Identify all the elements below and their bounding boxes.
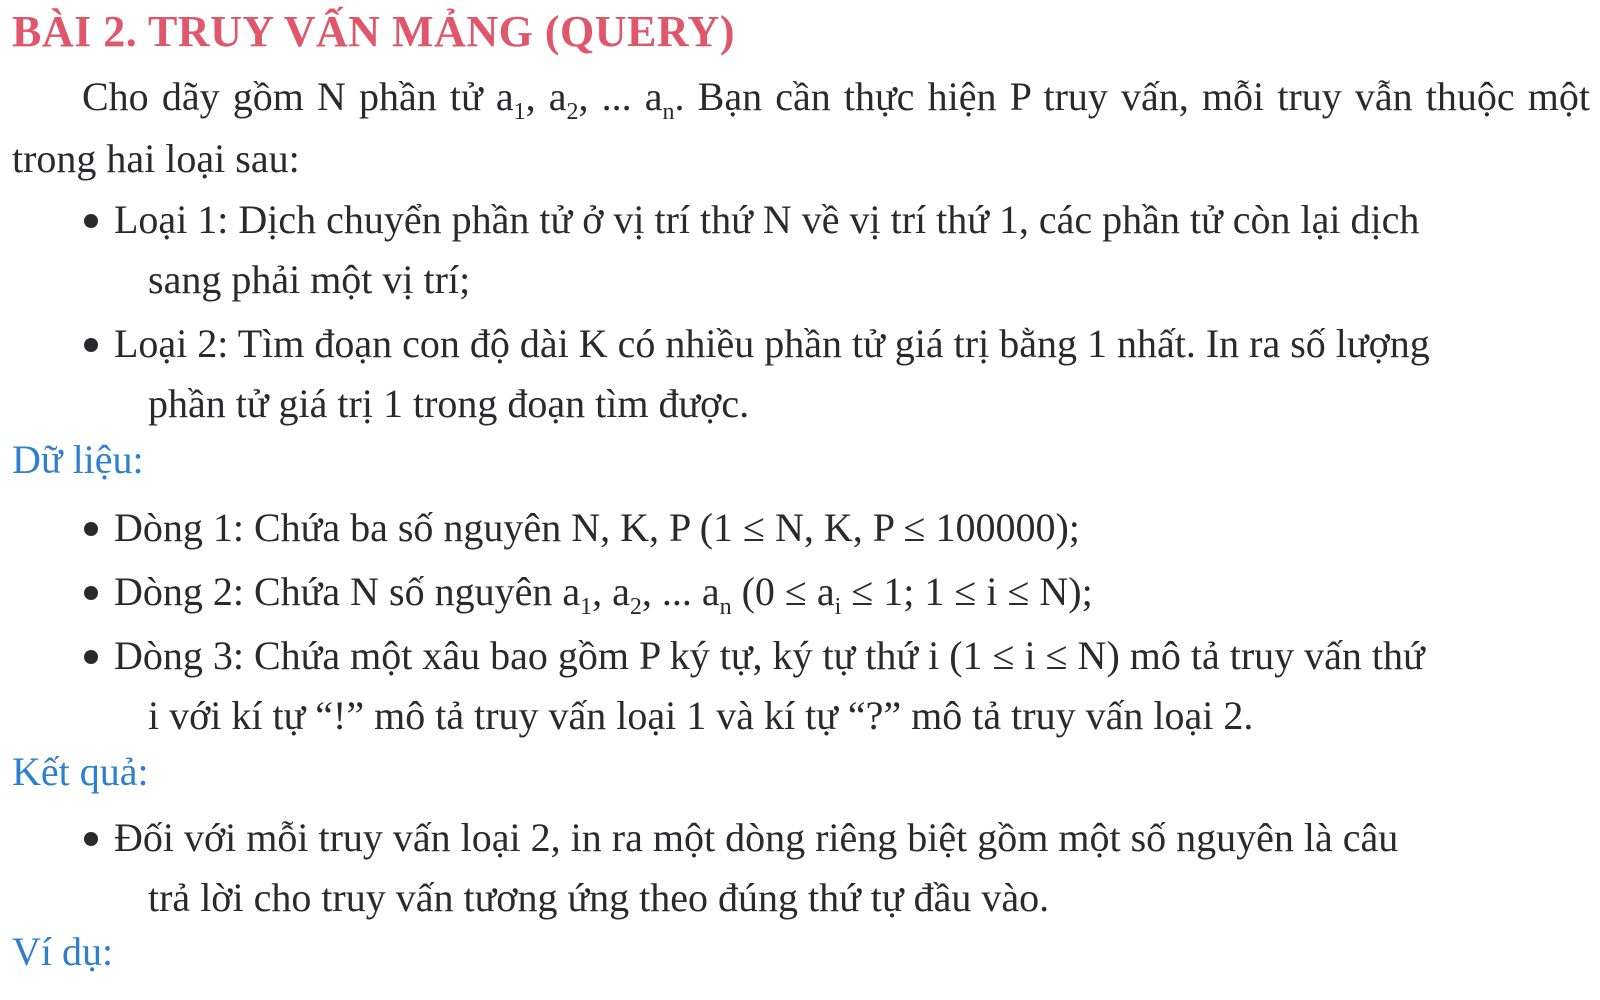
input-line-2-text-e: ≤ 1; 1 ≤ i ≤ N); bbox=[841, 569, 1093, 614]
query-types-list bbox=[0, 190, 1600, 438]
bullet-icon bbox=[84, 586, 98, 600]
input-line-2-sub-1: 1 bbox=[580, 594, 593, 620]
intro-text-1: Cho dãy gồm N phần tử a bbox=[82, 74, 514, 119]
list-item-text bbox=[114, 626, 1590, 746]
intro-text-3: , ... a bbox=[578, 74, 663, 119]
intro-text-4: . Bạn cần thực hiện P truy vấn, mỗi truy vẫn thuộc một trong hai loại sau: bbox=[12, 74, 1591, 181]
list-item-text bbox=[114, 190, 1590, 310]
output-line-1: Đối với mỗi truy vấn loại 2, in ra một dòng riêng biệt gồm một số nguyên là câu bbox=[114, 815, 1399, 860]
list-item bbox=[0, 626, 1600, 746]
bullet-icon bbox=[84, 832, 98, 846]
input-line-2-text-d: (0 ≤ a bbox=[731, 569, 835, 614]
intro-text-2: , a bbox=[525, 74, 567, 119]
input-line-2-sub-n: n bbox=[719, 594, 732, 620]
input-line-2-sub-i: i bbox=[834, 594, 842, 620]
problem-intro bbox=[12, 66, 1590, 190]
input-line-2-text-a: Dòng 2: Chứa N số nguyên a bbox=[114, 569, 581, 614]
bullet-icon bbox=[84, 650, 98, 664]
input-heading: Dữ liệu: bbox=[12, 437, 144, 482]
list-item-text bbox=[114, 808, 1590, 928]
output-list bbox=[0, 808, 1600, 932]
list-item bbox=[0, 562, 1600, 622]
input-line-3-b: i với kí tự “!” mô tả truy vấn loại 1 và kí tự “?” mô tả truy vấn loại 2. bbox=[148, 693, 1254, 738]
type-2-line-1: Loại 2: Tìm đoạn con độ dài K có nhiều phần tử giá trị bằng 1 nhất. In ra số lượng bbox=[114, 321, 1430, 366]
bullet-icon bbox=[84, 522, 98, 536]
type-1-line-2: sang phải một vị trí; bbox=[148, 257, 471, 302]
example-heading: Ví dụ: bbox=[12, 929, 114, 974]
input-line-1: Dòng 1: Chứa ba số nguyên N, K, P (1 ≤ N, K, P ≤ 100000); bbox=[114, 505, 1080, 550]
bullet-icon bbox=[84, 338, 98, 352]
problem-title: BÀI 2. TRUY VẤN MẢNG (QUERY) bbox=[12, 7, 735, 56]
list-item bbox=[0, 190, 1600, 310]
type-2-line-2: phần tử giá trị 1 trong đoạn tìm được. bbox=[148, 381, 750, 426]
input-line-3-a: Dòng 3: Chứa một xâu bao gồm P ký tự, ký tự thứ i (1 ≤ i ≤ N) mô tả truy vấn thứ bbox=[114, 633, 1425, 678]
list-item-text bbox=[114, 498, 1590, 558]
input-line-2-text-b: , a bbox=[592, 569, 630, 614]
output-line-2: trả lời cho truy vấn tương ứng theo đúng thứ tự đầu vào. bbox=[148, 875, 1050, 920]
input-list bbox=[0, 498, 1600, 750]
intro-subscript-n: n bbox=[662, 99, 675, 125]
intro-subscript-2: 2 bbox=[566, 99, 579, 125]
list-item bbox=[0, 314, 1600, 434]
list-item bbox=[0, 808, 1600, 928]
type-1-line-1: Loại 1: Dịch chuyển phần tử ở vị trí thứ N về vị trí thứ 1, các phần tử còn lại dịch bbox=[114, 197, 1420, 242]
output-heading: Kết quả: bbox=[12, 749, 149, 794]
list-item-text bbox=[114, 562, 1590, 622]
bullet-icon bbox=[84, 214, 98, 228]
list-item-text bbox=[114, 314, 1590, 434]
intro-subscript-1: 1 bbox=[513, 99, 526, 125]
input-line-2-text-c: , ... a bbox=[641, 569, 720, 614]
list-item bbox=[0, 498, 1600, 558]
input-line-2-sub-2: 2 bbox=[629, 594, 642, 620]
